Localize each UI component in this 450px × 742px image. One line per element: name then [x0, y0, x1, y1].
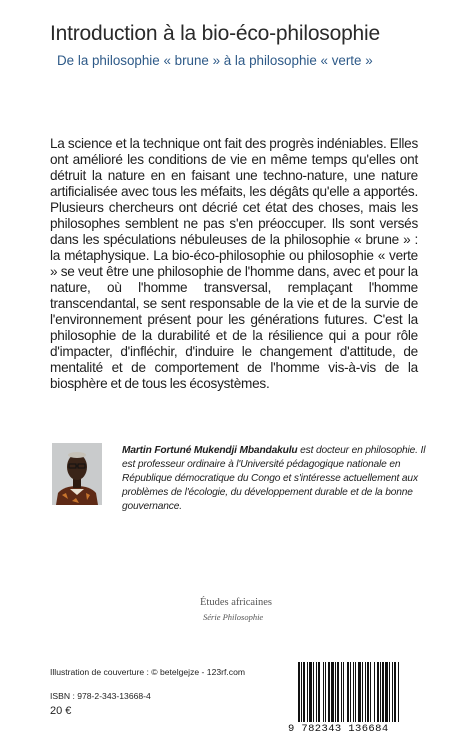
illustration-credit: Illustration de couverture : © betelgejze - 123rf.com [50, 667, 246, 677]
isbn-number: ISBN : 978-2-343-13668-4 [50, 691, 151, 701]
book-abstract: La science et la technique ont fait des progrès indéniables. Elles ont amélioré les conditions de vie en même temps qu'elles ont détruit la nature en en faisant une techno-nature, une nature artificialisée avec tous les méfaits, les dégâts qu'elle a apportés. Plusieurs chercheurs ont décrié cet état des choses, mais les philosophes semblent ne pas s'en préoccuper. Ils sont versés dans les spéculations nébuleuses de la philosophie « brune » : la métaphysique. La bio-éco-philosophie ou philosophie « verte » se veut être une philosophie de l'homme dans, avec et pour la nature, où l'homme transversal, remplaçant l'homme transcendantal, se sent responsable de la vie et de la survie de l'environnement présent pour les générations futures. C'est la philosophie de la durabilité et de la résilience qui a pour rôle d'impacter, d'infléchir, d'induire le changement d'attitude, de mentalité et de comportement de l'homme vis-à-vis de la biosphère et de tous les écosystèmes. [50, 136, 418, 391]
collection-series: Série Philosophie [203, 612, 264, 622]
barcode-digits: 9 782343 136684 [288, 723, 389, 735]
author-bio [122, 444, 427, 514]
book-subtitle: De la philosophie « brune » à la philosophie « verte » [57, 53, 373, 68]
collection-label [200, 596, 320, 624]
barcode-icon [288, 660, 438, 732]
collection-name: Études africaines [200, 597, 273, 608]
book-title: Introduction à la bio-éco-philosophie [50, 22, 380, 45]
author-name: Martin Fortuné Mukendji Mbandakulu [122, 445, 298, 456]
author-photo [52, 443, 102, 505]
author-bio-text: est docteur en philosophie. Il est professeur ordinaire à l'Université pédagogique nationale en République démocratique du Congo et s'intéresse actuellement aux problèmes de l'écologie, du développement durable et de la bonne gouvernance. [122, 445, 426, 512]
price: 20 € [50, 705, 72, 717]
